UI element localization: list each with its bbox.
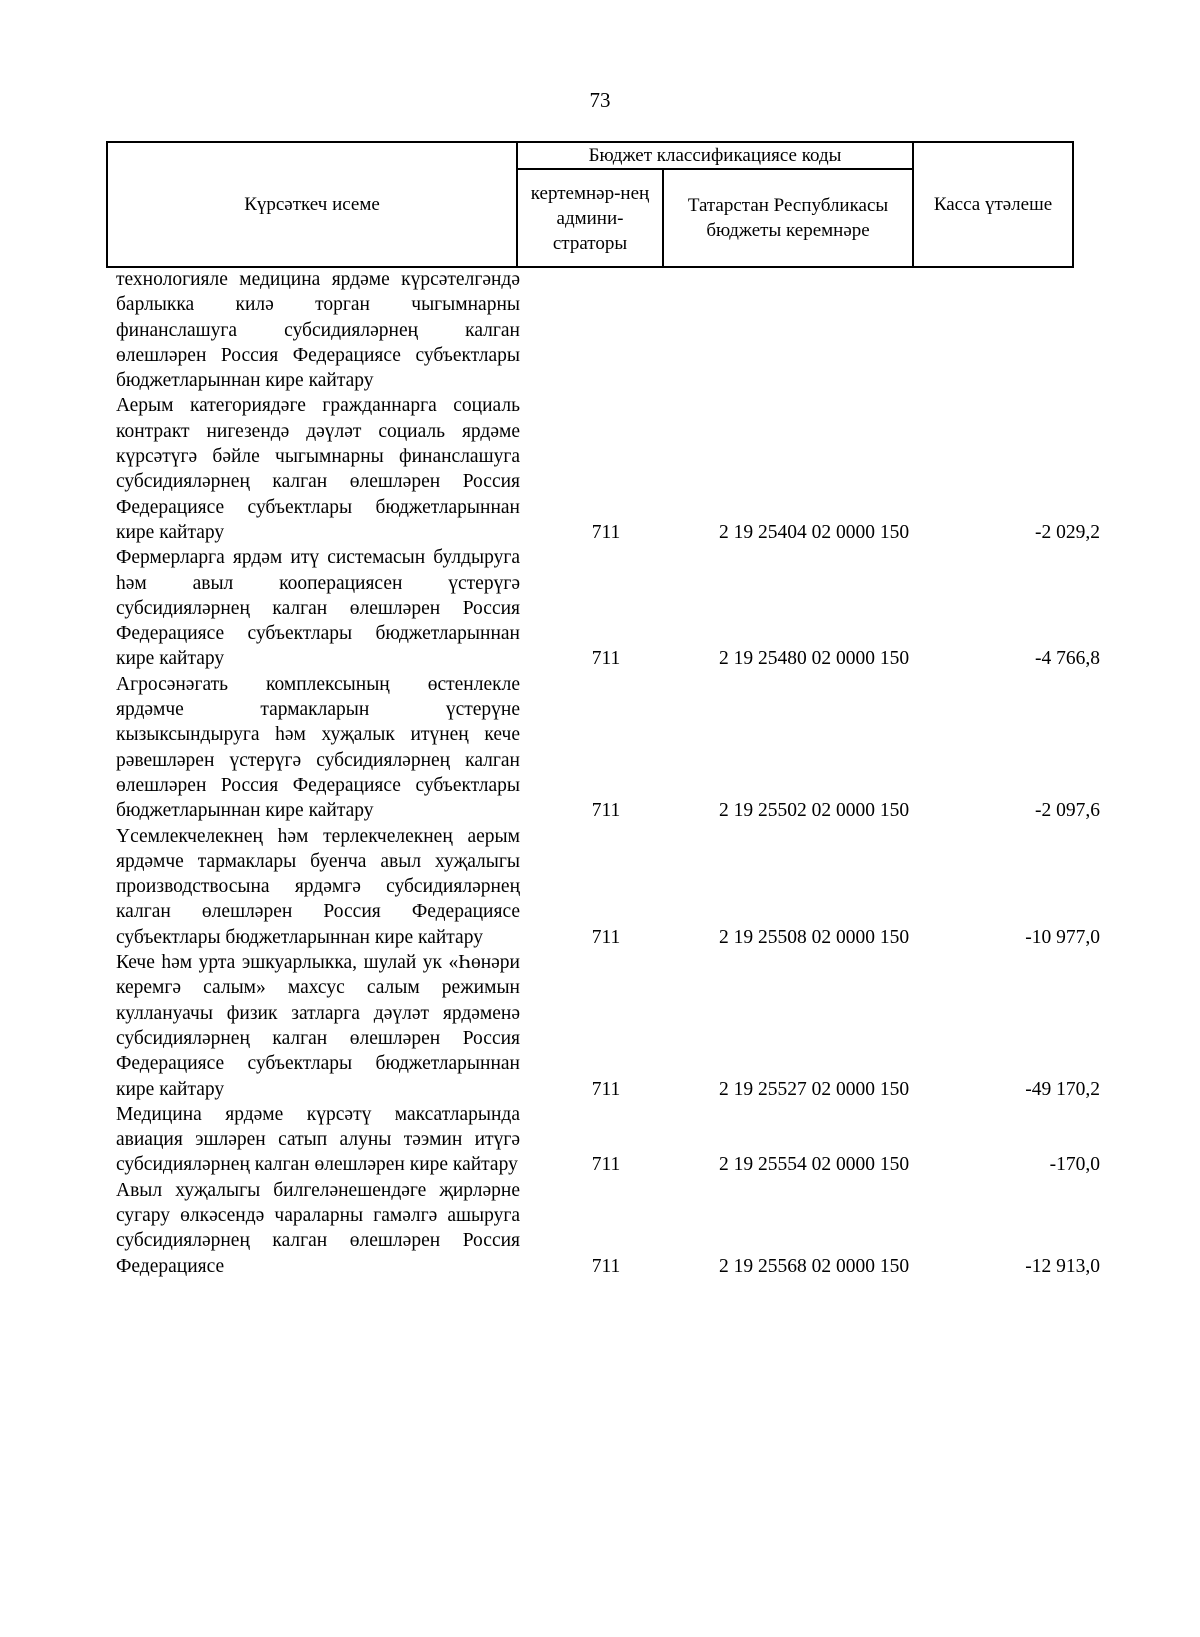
row-code: 2 19 25554 02 0000 150 [718,1154,910,1176]
row-code: 2 19 25527 02 0000 150 [718,1078,910,1100]
header-budget-code-group: Бюджет классификациясе коды [517,142,913,169]
row-admin: 711 [591,926,621,948]
header-col-amount: Касса үтәлеше [913,142,1073,267]
row-amount: -2 097,6 [1035,800,1100,822]
row-admin: 711 [591,1154,621,1176]
table-body [116,267,1100,1279]
row-name: Үсемлекчелекнең һәм терлекчелекнең аерым ярдәмче тармаклары буенча авыл хуҗалыгы производствосына ярдәмгә субсидияләрнең калган өлешләрен Россия Федерациясе субъектлары бюджетларыннан кире кайтару [116,825,520,948]
row-code: 2 19 25502 02 0000 150 [718,800,910,822]
row-name: Медицина ярдәме күрсәтү максатларында авиация эшләрен сатып алуны тәэмин итүгә субсидияләрнең калган өлешләрен кире кайтару [116,1103,520,1176]
table-row [116,950,1100,1102]
table-header [106,141,1074,268]
table-row [116,824,1100,950]
row-amount: -10 977,0 [1025,926,1100,948]
page-number: 73 [589,88,611,112]
row-amount: -2 029,2 [1035,521,1100,543]
row-amount: -4 766,8 [1035,648,1100,670]
header-col-revenue: Татарстан Республикасы бюджеты керемнәре [663,169,913,267]
row-amount: -49 170,2 [1025,1078,1100,1100]
table-row [116,545,1100,671]
row-code: 2 19 25404 02 0000 150 [718,521,910,543]
row-name: Фермерларга ярдәм итү системасын булдыруга һәм авыл кооперациясен үстерүгә субсидияләрнең калган өлешләрен Россия Федерациясе субъектлары бюджетларыннан кире кайтару [116,547,520,670]
row-name: Авыл хуҗалыгы билгеләнешендәге җирләрне сугару өлкәсендә чараларны гамәлгә ашыруга субсидияләрнең калган өлешләрен Россия Федерациясе [116,1179,520,1277]
row-code: 2 19 25568 02 0000 150 [718,1255,910,1277]
header-col-name: Күрсәткеч исеме [107,142,517,267]
row-amount: -170,0 [1049,1154,1100,1176]
table-row [116,672,1100,824]
row-amount: -12 913,0 [1025,1255,1100,1277]
header-col-admin: кертемнәр-нең админи-страторы [517,169,663,267]
row-name: технологияле медицина ярдәме күрсәтелгәндә барлыкка килә торган чыгымнарны финанслашуга субсидияләрнең калган өлешләрен Россия Федерациясе субъектлары бюджетларыннан кире кайтару [116,269,520,392]
row-name: Кече һәм урта эшкуарлыкка, шулай ук «Һөнәри керемгә салым» махсус салым режимын куллануачы физик затларга дәүләт ярдәменә субсидияләрнең калган өлешләрен Россия Федерациясе субъектлары бюджетларыннан кире кайтару [116,952,520,1100]
table-row [116,1178,1100,1279]
row-admin: 711 [591,800,621,822]
row-name: Аерым категориядәге гражданнарга социаль контракт нигезендә дәүләт социаль ярдәме күрсәтүгә бәйле чыгымнарны финанслашуга субсидияләрнең калган өлешләрен Россия Федерациясе субъектлары бюджетларыннан кире кайтару [116,395,520,543]
table-row [116,1102,1100,1178]
row-admin: 711 [591,648,621,670]
row-code: 2 19 25480 02 0000 150 [718,648,910,670]
row-admin: 711 [591,521,621,543]
row-code: 2 19 25508 02 0000 150 [718,926,910,948]
row-admin: 711 [591,1255,621,1277]
table-row [116,267,1100,393]
table-row [116,393,1100,545]
row-admin: 711 [591,1078,621,1100]
row-name: Агросәнәгать комплексының өстенлекле ярдәмче тармакларын үстерүне кызыксындыруга һәм хуҗалык итүнең кече рәвешләрен үстерүгә субсидияләрнең калган өлешләрен Россия Федерациясе субъектлары бюджетларыннан кире кайтару [116,673,520,822]
